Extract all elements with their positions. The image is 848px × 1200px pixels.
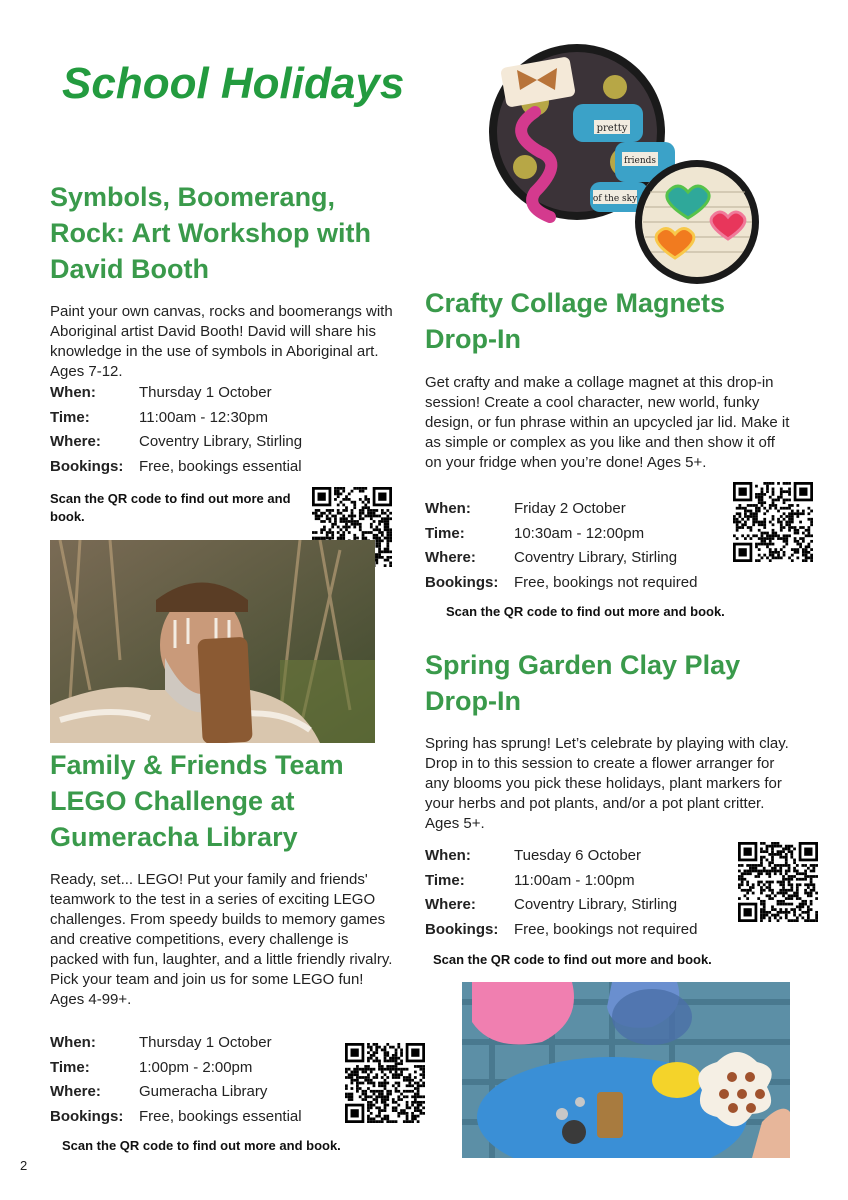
bookings-value: Free, bookings essential xyxy=(139,1107,302,1125)
where-value: Gumeracha Library xyxy=(139,1083,268,1101)
time-value: 1:00pm - 2:00pm xyxy=(139,1058,253,1076)
when-value: Tuesday 6 October xyxy=(514,847,642,864)
page-number: 2 xyxy=(20,1158,28,1173)
where-label: Where: xyxy=(425,549,476,567)
where-label: Where: xyxy=(425,896,476,914)
artist-portrait-photo xyxy=(50,540,375,743)
lego-challenge-scan-note: Scan the QR code to find out more and book. xyxy=(62,1138,341,1153)
time-value: 11:00am - 1:00pm xyxy=(514,871,635,889)
page-title: School Holidays xyxy=(62,59,405,108)
where-value: Coventry Library, Stirling xyxy=(514,896,678,914)
bookings-label: Bookings: xyxy=(425,573,499,591)
collage-magnets-scan-note: Scan the QR code to find out more and book. xyxy=(446,604,725,619)
clay-play-description: Spring has sprung! Let’s celebrate by playing with clay. Drop in to this session to create a flower arranger for any blooms you pick these holidays, plant markers for your herbs and pot plants, and/or a pot plant critter. Ages 5+. xyxy=(425,735,789,832)
clay-play-photo xyxy=(462,982,790,1158)
collage-word-friends: friends xyxy=(623,156,657,166)
collage-magnets-details xyxy=(425,497,697,595)
bookings-value: Free, bookings essential xyxy=(139,457,302,475)
collage-magnets-photo xyxy=(465,42,765,290)
bookings-value: Free, bookings not required xyxy=(514,920,698,938)
when-label: When: xyxy=(50,1034,96,1051)
time-label: Time: xyxy=(425,871,465,889)
when-value: Friday 2 October xyxy=(514,500,626,517)
time-value: 11:00am - 12:30pm xyxy=(139,408,268,426)
where-label: Where: xyxy=(50,1083,101,1101)
qr-code-icon[interactable] xyxy=(738,842,818,922)
where-value: Coventry Library, Stirling xyxy=(139,433,303,451)
art-workshop-description: Paint your own canvas, rocks and boomerangs with Aboriginal artist David Booth! David will share his knowledge in the use of symbols in Aboriginal art. Ages 7-12. xyxy=(50,303,393,380)
lego-challenge-description: Ready, set... LEGO! Put your family and friends' teamwork to the test in a series of exciting LEGO challenges. From speedy builds to memory games and creative competitions, every challenge is packed with fun, laughter, and a little friendly rivalry. Pick your team and join us for some LEGO fun! Ages 4-99+. xyxy=(50,871,393,1008)
art-workshop-title: Symbols, Boomerang, Rock: Art Workshop with David Booth xyxy=(50,182,372,284)
bookings-label: Bookings: xyxy=(50,1107,124,1125)
clay-play-details xyxy=(425,844,697,942)
lego-challenge-title: Family & Friends Team LEGO Challenge at Gumeracha Library xyxy=(50,750,344,852)
clay-play-title: Spring Garden Clay Play Drop-In xyxy=(425,650,741,716)
when-label: When: xyxy=(50,384,96,401)
art-workshop-scan-note: Scan the QR code to find out more and book. xyxy=(50,491,291,524)
time-label: Time: xyxy=(50,408,90,426)
collage-magnets-title: Crafty Collage Magnets Drop-In xyxy=(425,288,726,354)
time-label: Time: xyxy=(50,1058,90,1076)
collage-word-sky: of the sky xyxy=(592,194,638,204)
when-label: When: xyxy=(425,500,471,517)
when-value: Thursday 1 October xyxy=(139,1034,272,1051)
art-workshop-details xyxy=(50,381,302,479)
collage-word-pretty: pretty xyxy=(596,123,628,134)
collage-magnets-description: Get crafty and make a collage magnet at this drop-in session! Create a cool character, new world, funky design, or fun phrase within an upcycled jar lid. Make it as simple or complex as you like and then show it off on your fridge when you’re done! Ages 5+. xyxy=(425,374,790,471)
lego-challenge-details xyxy=(50,1031,302,1129)
bookings-value: Free, bookings not required xyxy=(514,573,698,591)
qr-code-icon[interactable] xyxy=(733,482,813,562)
clay-play-scan-note: Scan the QR code to find out more and book. xyxy=(433,952,712,967)
when-label: When: xyxy=(425,847,471,864)
when-value: Thursday 1 October xyxy=(139,384,272,401)
where-label: Where: xyxy=(50,433,101,451)
qr-code-icon[interactable] xyxy=(345,1043,425,1123)
where-value: Coventry Library, Stirling xyxy=(514,549,678,567)
bookings-label: Bookings: xyxy=(425,920,499,938)
time-label: Time: xyxy=(425,524,465,542)
bookings-label: Bookings: xyxy=(50,457,124,475)
time-value: 10:30am - 12:00pm xyxy=(514,524,645,542)
